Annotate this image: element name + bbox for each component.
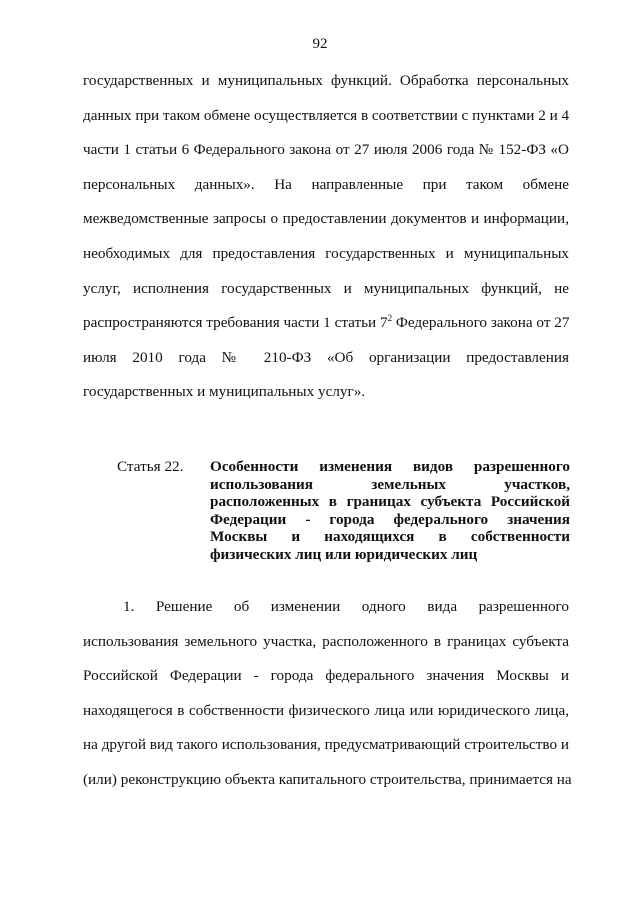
paragraph-line: использования земельного участка, расположенного в границах субъекта (83, 632, 569, 650)
superscript: 2 (387, 313, 393, 324)
line-text: распространяются требования части 1 статьи 7 (83, 314, 388, 332)
paragraph-line-with-superscript (83, 306, 569, 341)
paragraph-line: 1. Решение об изменении одного вида разрешенного (123, 598, 569, 615)
paragraph-line: межведомственные запросы о предоставлении документов и информации, (83, 210, 569, 228)
article-title (210, 458, 570, 564)
paragraph-top (83, 64, 569, 410)
article-title-line: использования земельных участков, (210, 475, 570, 493)
article-title-line: расположенных в границах субъекта Российской (210, 493, 570, 511)
paragraph-line: государственных и муниципальных функций. Обработка персональных (83, 72, 569, 89)
paragraph-line: находящегося в собственности физического лица или юридического лица, (83, 701, 569, 719)
article-label: Статья 22. (117, 458, 184, 475)
paragraph-line: государственных и муниципальных услуг». (83, 383, 366, 401)
paragraph-line: (или) реконструкцию объекта капитального строительства, принимается на (83, 770, 572, 788)
article-title-line: физических лиц или юридических лиц (210, 545, 478, 563)
paragraph-line: на другой вид такого использования, предусматривающий строительство и (83, 736, 569, 754)
paragraph-line: необходимых для предоставления государственных и муниципальных (83, 244, 569, 262)
paragraph-line: персональных данных». На направленные при таком обмене (83, 175, 569, 193)
line-text: Федерального закона от 27 (392, 314, 570, 332)
page-number: 92 (312, 36, 328, 52)
article-title-line: Особенности изменения видов разрешенного (210, 458, 570, 475)
paragraph-line: части 1 статьи 6 Федерального закона от 27 июля 2006 года № 152-ФЗ «О (83, 141, 569, 159)
article-title-line: Москвы и находящихся в собственности (210, 528, 570, 546)
paragraph-line: услуг, исполнения государственных и муниципальных функций, не (83, 279, 569, 297)
paragraph-bottom (83, 590, 572, 798)
paragraph-line: данных при таком обмене осуществляется в соответствии с пунктами 2 и 4 (83, 106, 570, 124)
paragraph-line: июля 2010 года № 210-ФЗ «Об организации предоставления (83, 348, 569, 366)
paragraph-line: Российской Федерации - города федерального значения Москвы и (83, 667, 569, 685)
article-title-line: Федерации - города федерального значения (210, 510, 570, 528)
